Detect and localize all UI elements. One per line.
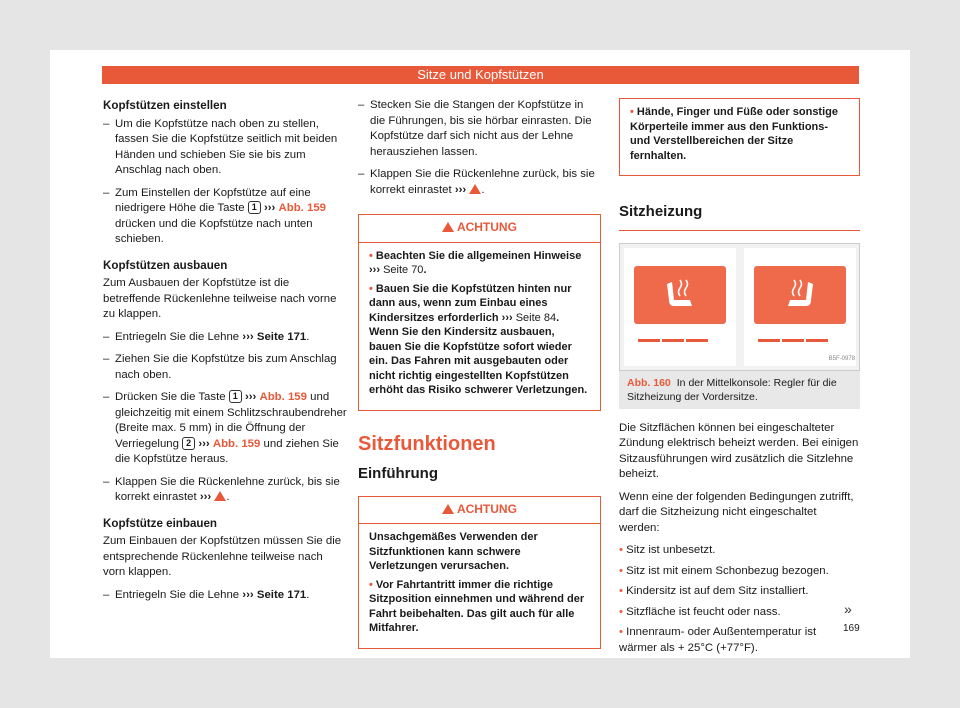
figure-link[interactable]: Abb. 159 [278,202,326,214]
heading-install: Kopfstütze einbauen [103,516,218,530]
section-title: Sitzheizung [619,204,860,231]
seat-heating-icon [634,266,726,324]
callout-number: 2 [182,437,195,450]
section-title: Sitzfunktionen [358,432,496,455]
list-item: • Sitzfläche ist feucht oder nass. [619,605,781,618]
figure-caption: Abb. 160 In der Mittelkonsole: Regler für die Sitzheizung der Vordersitze. [619,371,860,409]
xref-arrow: ››› [501,311,513,324]
heat-level-indicator [638,332,710,348]
xref-arrow: ››› [242,588,254,601]
heat-level-indicator [758,332,830,348]
xref-arrow: ››› [263,202,276,214]
column-1 [103,98,348,610]
figure-seat-heating [619,243,860,371]
warning-triangle-icon[interactable] [214,491,226,501]
level-led [638,339,660,342]
level-led [806,339,828,342]
chapter-header: Sitze und Kopfstützen [102,66,859,84]
paragraph: Die Sitzflächen können bei eingeschalteter Zündung elektrisch beheizt werden. Bei einigen Sitzausführungen wird zusätzlich die Sitzlehne beheizt. [619,421,859,480]
warning-header: ACHTUNG [369,220,590,243]
xref-arrow: ››› [244,391,257,403]
page-link[interactable]: Seite 70 [383,264,424,276]
bullet-icon: • [619,626,623,638]
figure-code: B5F-0978 [828,356,855,362]
subsection-title: Einführung [358,465,438,482]
bullet-icon: • [369,578,373,591]
heading-adjust: Kopfstützen einstellen [103,99,227,112]
xref-arrow: ››› [199,491,212,503]
bullet-icon: • [619,605,623,618]
warning-item: • Hände, Finger und Füße oder sonstige Körperteile immer aus den Funktions- und Verstellbereichen der Sitze fernhalten. [630,106,838,162]
bullet-icon: • [619,564,623,577]
paragraph: Zum Ausbauen der Kopfstütze ist die betreffende Rückenlehne teilweise nach vorne zu klappen. [103,277,337,320]
warning-continuation-box [619,98,860,176]
column-3 [619,98,860,661]
list-item: • Sitz ist unbesetzt. [619,544,716,556]
left-panel [624,248,736,366]
xref-arrow: ››› [454,183,467,196]
bullet-icon: • [630,106,634,118]
figure-link[interactable]: Abb. 159 [259,391,307,403]
bullet-icon: • [369,282,373,295]
warning-box [358,496,601,649]
step: – Stecken Sie die Stangen der Kopfstütze in die Führungen, bis sie hörbar einrasten. Die Kopfstütze darf sich nicht aus der Lehne herausziehen lassen. [358,98,601,160]
step: – Entriegeln Sie die Lehne ››› Seite 171. [103,588,348,604]
figure-link[interactable]: Abb. 159 [212,437,261,450]
step: – Ziehen Sie die Kopfstütze bis zum Anschlag nach oben. [103,352,348,383]
continue-marker: » [844,601,852,617]
list-item: • Innenraum- oder Außentemperatur ist wärmer als + 25°C (+77°F). [619,626,817,654]
warning-item: • Bauen Sie die Kopfstützen hinten nur dann aus, wenn zum Einbau eines Kindersitzes erforderlich ››› Seite 84. Wenn Sie den Kindersitz ausbauen, bauen Sie die Kopfstütze sofort wieder ein. Das Fahren mit ausgebauten oder nicht richtig eingestellten Kopfstützen erhöht das Risiko schwerer Verletzungen. [369,282,588,396]
seat-heating-button-left [634,266,726,324]
step: – Klappen Sie die Rückenlehne zurück, bis sie korrekt einrastet ››› . [358,167,601,198]
step: – Drücken Sie die Taste 1 ››› Abb. 159 und gleichzeitig mit einem Schlitzschraubendreher (Breite max. 5 mm) in die Öffnung der Verriegelung 2 ››› Abb. 159 und ziehen Sie die Kopfstütze heraus. [103,390,348,468]
divider [359,523,600,524]
figure-label: Abb. 160 [627,376,671,389]
warning-box [358,214,601,411]
right-panel [744,248,856,366]
step: – Zum Einstellen der Kopfstütze auf eine niedrigere Höhe die Taste 1 ››› Abb. 159 drücken und die Kopfstütze nach unten schieben. [103,186,348,248]
level-led [782,339,804,342]
warning-header: ACHTUNG [369,502,590,525]
bullet-icon: • [619,544,623,556]
seat-heating-icon [754,266,846,324]
paragraph: Wenn eine der folgenden Bedingungen zutrifft, darf die Sitzheizung nicht eingeschaltet werden: [619,490,854,534]
paragraph: Zum Einbauen der Kopfstützen müssen Sie die entsprechende Rückenlehne teilweise nach vorn klappen. [103,535,342,578]
divider [359,242,600,243]
warning-triangle-icon[interactable] [469,184,481,194]
step: – Klappen Sie die Rückenlehne zurück, bis sie korrekt einrastet ››› . [103,475,348,506]
level-led [686,339,708,342]
page-number: 169 [843,623,860,634]
step: – Entriegeln Sie die Lehne ››› Seite 171. [103,330,348,346]
heading-remove: Kopfstützen ausbauen [103,258,228,272]
warning-triangle-icon [442,222,454,232]
warning-triangle-icon [442,504,454,514]
column-2 [358,98,601,649]
callout-number: 1 [229,390,242,403]
seat-heating-button-right [754,266,846,324]
level-led [662,339,684,342]
page-link[interactable]: Seite 171 [256,588,307,601]
page-link[interactable]: Seite 84 [515,311,557,324]
warning-item: • Vor Fahrtantritt immer die richtige Sitzposition einnehmen und während der Fahrt beibehalten. Das gilt auch für alle Mitfahrer. [369,578,585,634]
callout-number: 1 [248,201,261,214]
page-link[interactable]: Seite 171 [256,330,307,343]
xref-arrow: ››› [198,437,210,450]
level-led [758,339,780,342]
xref-arrow: ››› [242,330,254,343]
bullet-icon: • [369,249,373,262]
list-item: • Kindersitz ist auf dem Sitz installiert. [619,585,809,597]
step: – Um die Kopfstütze nach oben zu stellen, fassen Sie die Kopfstütze seitlich mit beiden Händen und schieben Sie sie bis zum Anschlag nach oben. [103,117,348,179]
warning-text: Unsachgemäßes Verwenden der Sitzfunktionen kann schwere Verletzungen verursachen. [369,531,538,572]
bullet-icon: • [619,585,623,597]
xref-arrow: ››› [369,264,380,276]
list-item: • Sitz ist mit einem Schonbezug bezogen. [619,564,829,577]
warning-item: • Beachten Sie die allgemeinen Hinweise ››› Seite 70. [369,249,582,276]
